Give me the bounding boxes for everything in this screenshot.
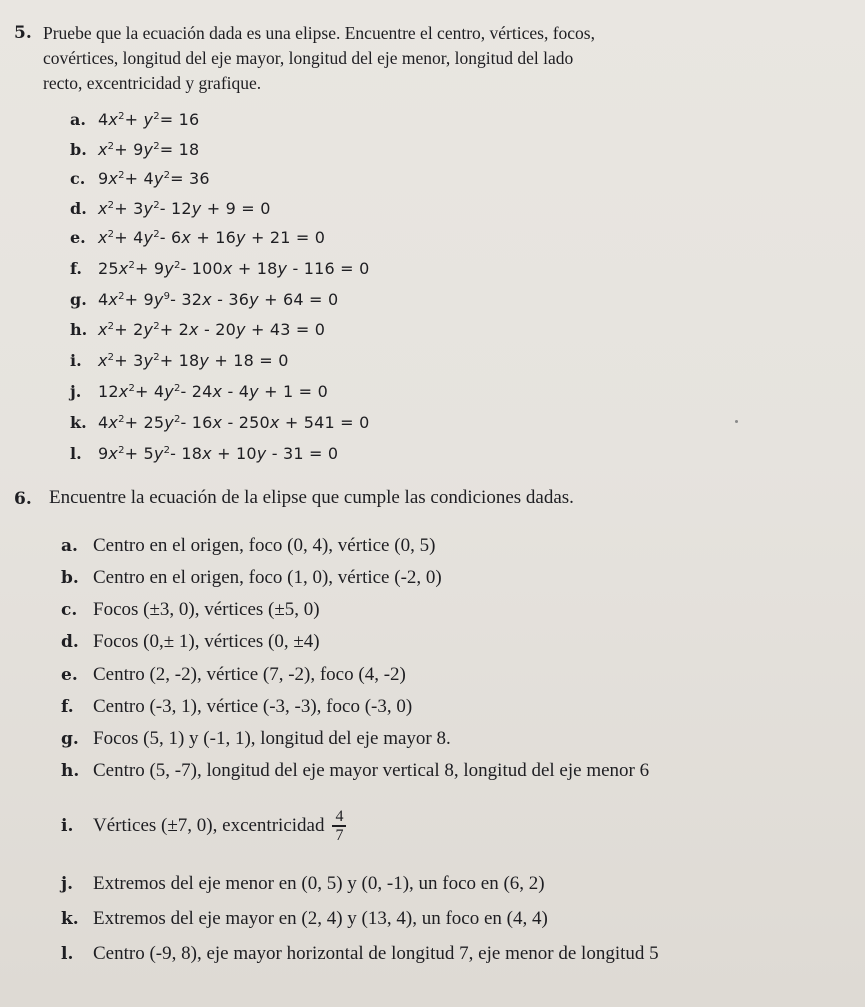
problem-5-item-j <box>70 378 328 404</box>
condition-text: Extremos del eje mayor en (2, 4) y (13, 4), un foco en (4, 4) <box>93 908 548 929</box>
item-label: a. <box>61 536 78 556</box>
problem-5-item-c <box>70 165 210 191</box>
problem-5-item-a <box>70 106 199 132</box>
condition-text: Extremos del eje menor en (0, 5) y (0, -1), un foco en (6, 2) <box>93 873 545 894</box>
problem-5-item-e <box>70 224 325 250</box>
item-label: c. <box>61 600 78 620</box>
item-label: j. <box>70 381 82 401</box>
problem-6-item-f <box>61 692 412 722</box>
equation: $4x^2+ 25y^2-$ 16x - 250x + 541 = 0 <box>98 412 370 432</box>
problem-6-item-a <box>61 531 435 561</box>
problem-5-number: 5. <box>14 23 32 43</box>
condition-text: Focos (±3, 0), vértices (±5, 0) <box>93 599 320 620</box>
condition-text: Centro en el origen, foco (1, 0), vértice (-2, 0) <box>93 567 442 588</box>
item-label: f. <box>70 258 82 278</box>
problem-5-item-b <box>70 136 199 162</box>
eccentricity-fraction <box>332 808 346 844</box>
equation: $x^2+ 2y^2+ 2x - 20y + 43 = 0$ <box>98 319 326 339</box>
problem-6-number: 6. <box>14 489 32 509</box>
item-label: l. <box>61 944 74 964</box>
problem-6-heading <box>14 487 574 509</box>
problem-6-item-h <box>61 756 649 786</box>
condition-text: Centro (-3, 1), vértice (-3, -3), foco (-3, 0) <box>93 696 413 717</box>
equation: $25x^2+ 9y^2-$ 100x + 18y - 116 = 0 <box>98 258 370 278</box>
equation: $4x^2+ 9y^9-$ 32x - 36y + 64 = 0 <box>98 289 339 309</box>
problem-6-item-c <box>61 595 320 625</box>
equation: $x^2+ 3y^2+ 18y + 18 = 0$ <box>98 350 289 370</box>
item-label: h. <box>70 319 88 339</box>
problem-6-item-j <box>61 869 545 899</box>
problem-5-line: covértices, longitud del eje mayor, longitud del eje menor, longitud del lado <box>43 48 574 68</box>
equation: $9x^2+ 4y^2= 36$ <box>98 168 210 188</box>
item-label: i. <box>61 816 74 836</box>
problem-6-item-b <box>61 563 442 593</box>
condition-text: Focos (0,± 1), vértices (0, ±4) <box>93 631 320 652</box>
problem-5-item-g <box>70 286 338 312</box>
item-label: j. <box>61 874 74 894</box>
problem-5-line: Pruebe que la ecuación dada es una elipse. Encuentre el centro, vértices, focos, <box>43 23 595 43</box>
equation: $12x^2+ 4y^2-$ 24x - 4y + 1 = 0 <box>98 381 328 401</box>
item-label: d. <box>61 632 79 652</box>
problem-6-title: Encuentre la ecuación de la elipse que cumple las condiciones dadas. <box>49 487 574 508</box>
problem-6-item-l <box>61 939 659 969</box>
equation: $x^2+ 3y^2-$ 12y + 9 = 0 <box>98 198 271 218</box>
condition-text: Centro (2, -2), vértice (7, -2), foco (4, -2) <box>93 664 406 685</box>
item-label: k. <box>61 909 79 929</box>
item-label: g. <box>61 729 79 749</box>
fraction-denominator: 7 <box>335 826 344 844</box>
equation: $x^2+ 9y^2= 18$ <box>98 139 200 159</box>
problem-5-item-d <box>70 195 271 221</box>
problem-6-item-d <box>61 627 320 657</box>
item-label: e. <box>70 227 86 247</box>
item-label: b. <box>61 568 79 588</box>
item-label: l. <box>70 443 82 463</box>
problem-5-item-h <box>70 316 325 342</box>
item-label: i. <box>70 350 82 370</box>
problem-6-item-k <box>61 904 548 934</box>
problem-5-item-i <box>70 347 289 373</box>
item-label: c. <box>70 168 86 188</box>
problem-6-item-g <box>61 724 451 754</box>
problem-6-item-i <box>61 808 346 844</box>
problem-5-item-k <box>70 409 369 435</box>
equation: $9x^2+ 5y^2-$ 18x + 10y - 31 = 0 <box>98 443 339 463</box>
condition-text: Vértices (±7, 0), excentricidad <box>93 815 325 836</box>
condition-text: Centro en el origen, foco (0, 4), vértice (0, 5) <box>93 535 436 556</box>
item-label: h. <box>61 761 80 781</box>
item-label: k. <box>70 412 87 432</box>
item-label: d. <box>70 198 87 218</box>
item-label: f. <box>61 697 74 717</box>
problem-5-item-f <box>70 255 369 281</box>
condition-text: Focos (5, 1) y (-1, 1), longitud del eje mayor 8. <box>93 728 451 749</box>
item-label: e. <box>61 665 78 685</box>
page-speck <box>735 420 738 423</box>
item-label: g. <box>70 289 87 309</box>
problem-6-item-e <box>61 660 406 690</box>
condition-text: Centro (5, -7), longitud del eje mayor vertical 8, longitud del eje menor 6 <box>93 760 650 781</box>
item-label: b. <box>70 139 87 159</box>
equation: $4x^2+ y^2= 16$ <box>98 109 200 129</box>
problem-5-item-l <box>70 440 338 466</box>
condition-text: Centro (-9, 8), eje mayor horizontal de longitud 7, eje menor de longitud 5 <box>93 943 659 964</box>
problem-5-statement <box>43 21 833 96</box>
item-label: a. <box>70 109 86 129</box>
equation: $x^2+ 4y^2-$ 6x + 16y + 21 = 0 <box>98 227 326 247</box>
fraction-numerator: 4 <box>335 808 344 826</box>
problem-5-line: recto, excentricidad y grafique. <box>43 73 262 93</box>
